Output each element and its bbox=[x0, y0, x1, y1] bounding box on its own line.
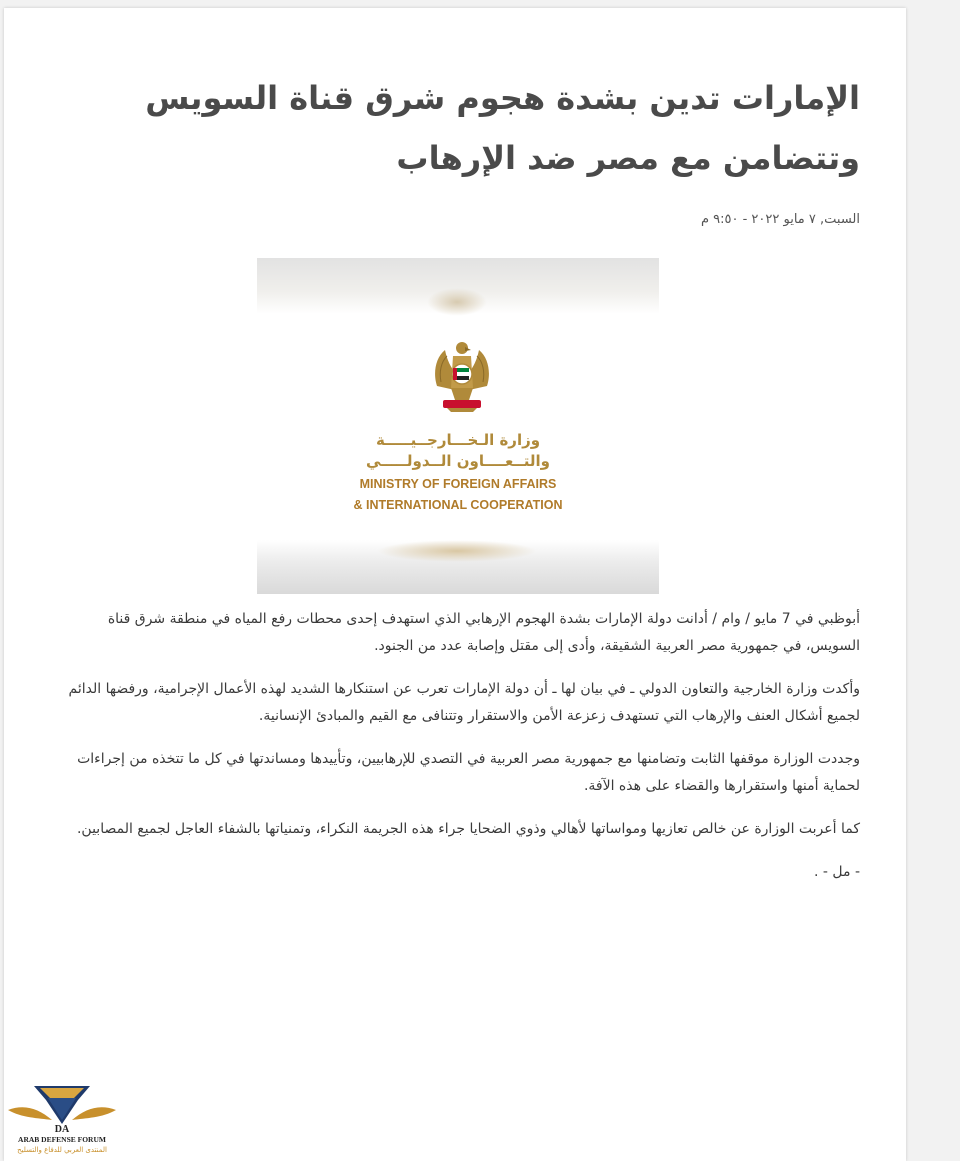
ministry-name-en-line2: & INTERNATIONAL COOPERATION bbox=[353, 498, 563, 512]
ministry-name-en-line1: MINISTRY OF FOREIGN AFFAIRS bbox=[359, 477, 557, 491]
article-image bbox=[257, 258, 659, 594]
article-paragraph: كما أعربت الوزارة عن خالص تعازيها ومواساتها لأهالي وذوي الضحايا جراء هذه الجريمة النكراء، وتمنياتها بالشفاء العاجل لجميع المصابين. bbox=[76, 821, 860, 837]
article-paragraph: أبوظبي في 7 مايو / وام / أدانت دولة الإمارات بشدة الهجوم الإرهابي الذي استهدف إحدى محطات رفع المياه في منطقة شرق قناة السويس، في جمهورية مصر العربية الشقيقة، وأدى إلى مقتل وإصابة عدد من الجنود. bbox=[107, 611, 860, 654]
logo-name-ar: المنتدى العربي للدفاع والتسليح bbox=[17, 1146, 107, 1154]
article-paragraph: وأكدت وزارة الخارجية والتعاون الدولي ـ في بيان لها ـ أن دولة الإمارات تعرب عن استنكارها الشديد لهذه الأعمال الإجرامية، ورفضها الدائم لجميع أشكال العنف والإرهاب التي تستهدف زعزعة الأمن والاستقرار وتتنافى مع القيم والمبادئ الإنسانية. bbox=[68, 681, 860, 724]
logo-initials: DA bbox=[54, 1124, 70, 1135]
uae-falcon-emblem-icon bbox=[429, 338, 495, 414]
arab-defense-forum-logo-icon bbox=[4, 1080, 120, 1161]
article-date: السبت, ٧ مايو ٢٠٢٢ - ٩:٥٠ م bbox=[700, 212, 860, 227]
ministry-name-ar-line1: وزارة الـخـــارجــيـــــة bbox=[375, 431, 541, 449]
image-blur-bottom bbox=[257, 540, 659, 594]
ministry-name-ar-line2: والتــعــــاون الــدولـــــي bbox=[366, 452, 550, 470]
article-paragraph: وجددت الوزارة موقفها الثابت وتضامنها مع جمهورية مصر العربية في التصدي للإرهابيين، وتأييدها ومساندتها في كل ما تتخذه من إجراءات لحماية أمنها واستقرارها والقضاء على هذه الآفة. bbox=[77, 751, 860, 794]
article-card bbox=[4, 8, 906, 1161]
article-title: الإمارات تدين بشدة هجوم شرق قناة السويس وتتضامن مع مصر ضد الإرهاب bbox=[145, 79, 860, 177]
image-blur-top bbox=[257, 258, 659, 314]
article-sign-off: - مل - . bbox=[813, 864, 860, 880]
article-content bbox=[56, 68, 860, 886]
logo-name-en: ARAB DEFENSE FORUM bbox=[18, 1135, 106, 1144]
